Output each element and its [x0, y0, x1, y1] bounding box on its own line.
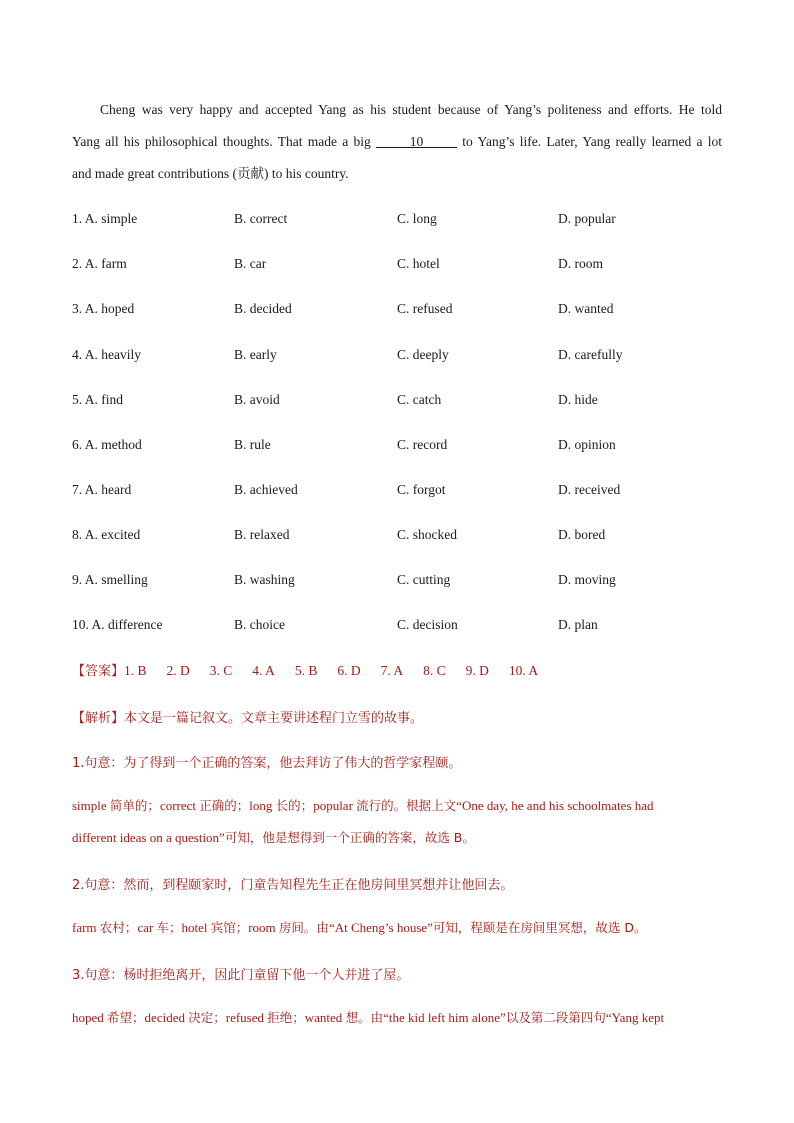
option-row-2 — [72, 256, 732, 276]
passage-line-1: Cheng was very happy and accepted Yang as his student because of Yang’s politeness and efforts. He told — [100, 102, 722, 117]
option-d: D. wanted — [558, 301, 614, 316]
option-c: C. hotel — [397, 256, 440, 271]
option-d: D. bored — [558, 527, 606, 542]
answer-item: 3. C — [209, 663, 233, 678]
option-row-9 — [72, 572, 732, 592]
answer-line — [72, 660, 558, 679]
q2-meaning: 2.句意：然而，到程颐家时，门童告知程先生正在他房间里冥想并让他回去。 — [72, 878, 514, 893]
option-b: B. relaxed — [234, 527, 290, 542]
option-a: 5. A. find — [72, 392, 124, 407]
option-row-3 — [72, 301, 732, 321]
option-c: C. cutting — [397, 572, 451, 587]
answer-tag: 【答案】 — [72, 664, 125, 679]
option-b: B. car — [234, 256, 267, 271]
option-b: B. rule — [234, 437, 271, 452]
answer-item: 5. B — [294, 663, 318, 678]
answer-item: 7. A — [380, 663, 404, 678]
q2-note: farm 农村；car 车；hotel 宾馆；room 房间。由“At Cheng’s house”可知，程颐是在房间里冥想，故选 D。 — [72, 920, 647, 935]
option-row-1 — [72, 211, 732, 231]
q3-note: hoped 希望；decided 决定；refused 拒绝；wanted 想。由“the kid left him alone”以及第二段第四句“Yang kept — [72, 1010, 665, 1025]
answer-item: 4. A — [252, 663, 275, 678]
analysis-summary: 【解析】本文是一篇记叙文。文章主要讲述程门立雪的故事。 — [72, 711, 424, 726]
option-c: C. record — [397, 437, 448, 452]
passage-line-2: Yang all his philosophical thoughts. That made a big _____10_____ to Yang’s life. Later, Yang really learned a lot — [72, 134, 723, 149]
option-d: D. received — [558, 482, 621, 497]
analysis-tag: 【解析】 — [72, 711, 125, 726]
option-row-4 — [72, 347, 732, 367]
option-d: D. opinion — [558, 437, 616, 452]
option-d: D. moving — [558, 572, 616, 587]
option-a: 8. A. excited — [72, 527, 141, 542]
answer-item: 8. C — [423, 663, 446, 678]
option-c: C. long — [397, 211, 437, 226]
passage-paragraph — [72, 94, 722, 190]
option-row-6 — [72, 437, 732, 457]
option-d: D. hide — [558, 392, 598, 407]
option-c: C. shocked — [397, 527, 457, 542]
passage-line-3: and made great contributions (贡献) to his country. — [72, 166, 349, 181]
option-a: 4. A. heavily — [72, 347, 141, 362]
option-d: D. plan — [558, 617, 598, 632]
q1-meaning: 1.句意：为了得到一个正确的答案，他去拜访了伟大的哲学家程颐。 — [72, 756, 462, 771]
option-a: 6. A. method — [72, 437, 142, 452]
option-row-7 — [72, 482, 732, 502]
option-c: C. decision — [397, 617, 458, 632]
answer-item: 1. B — [124, 663, 147, 678]
option-b: B. achieved — [234, 482, 298, 497]
option-c: C. deeply — [397, 347, 449, 362]
option-c: C. forgot — [397, 482, 446, 497]
answer-item: 6. D — [337, 663, 361, 678]
answer-item: 9. D — [465, 663, 489, 678]
q3-meaning: 3.句意：杨时拒绝离开，因此门童留下他一个人并进了屋。 — [72, 968, 410, 983]
option-b: B. avoid — [234, 392, 280, 407]
option-row-10 — [72, 617, 732, 637]
option-d: D. popular — [558, 211, 616, 226]
option-b: B. decided — [234, 301, 292, 316]
option-c: C. refused — [397, 301, 453, 316]
answer-item: 2. D — [166, 663, 190, 678]
answer-item: 10. A — [508, 663, 539, 678]
option-a: 1. A. simple — [72, 211, 138, 226]
option-a: 2. A. farm — [72, 256, 127, 271]
blank-10: _____10_____ — [376, 134, 458, 149]
option-a: 10. A. difference — [72, 617, 163, 632]
option-c: C. catch — [397, 392, 442, 407]
option-b: B. correct — [234, 211, 288, 226]
option-a: 3. A. hoped — [72, 301, 135, 316]
option-b: B. early — [234, 347, 277, 362]
option-row-8 — [72, 527, 732, 547]
option-a: 9. A. smelling — [72, 572, 148, 587]
option-b: B. washing — [234, 572, 295, 587]
option-a: 7. A. heard — [72, 482, 132, 497]
option-d: D. room — [558, 256, 603, 271]
q1-note: simple 简单的；correct 正确的；long 长的；popular 流行的。根据上文“One day, he and his schoolmates had different ideas on a question”可知，他是想得到一个正确的答案，故选 B。 — [72, 798, 654, 845]
option-d: D. carefully — [558, 347, 623, 362]
option-b: B. choice — [234, 617, 285, 632]
option-row-5 — [72, 392, 732, 412]
